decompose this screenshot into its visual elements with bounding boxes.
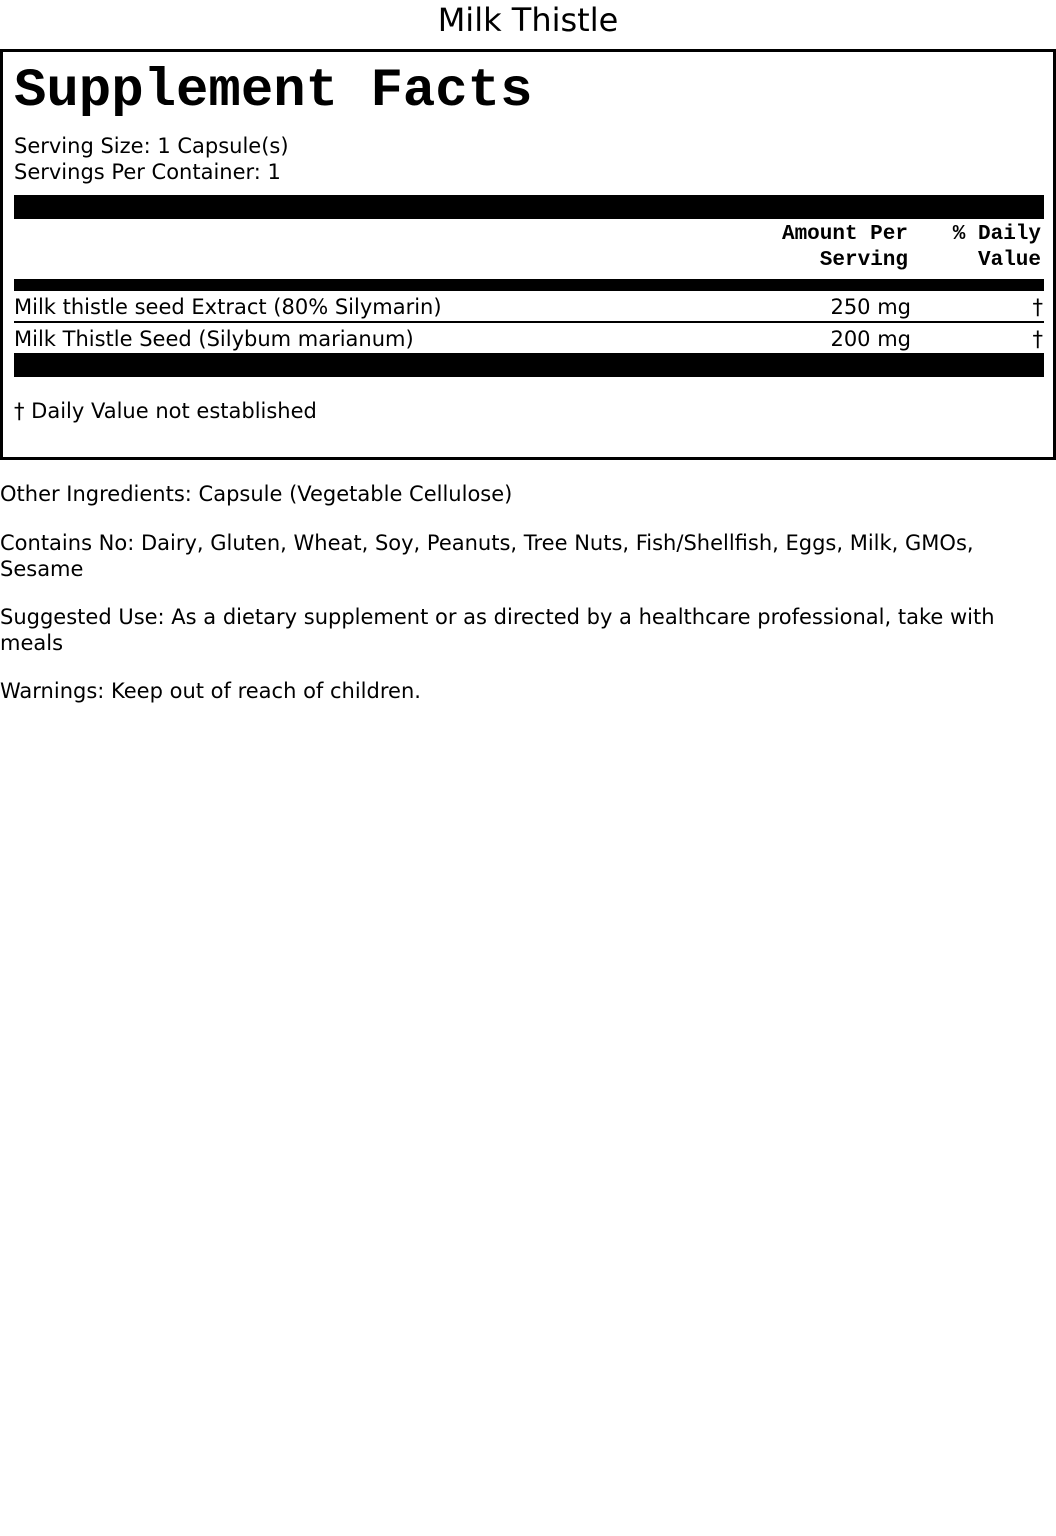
thick-divider-bottom [14,353,1044,377]
amount-header-line1: Amount Per [781,223,908,246]
product-title: Milk Thistle [437,1,619,39]
amount-per-serving-header [708,222,908,274]
daily-value-footnote: † Daily Value not established [14,399,317,423]
other-ingredients: Other Ingredients: Capsule (Vegetable Cellulose) [0,482,513,506]
allergen-statement: Contains No: Dairy, Gluten, Wheat, Soy, Peanuts, Tree Nuts, Fish/Shellfish, Eggs, Milk, GMOs, Sesame [0,531,974,581]
thick-divider-top [14,195,1044,219]
ingredient-amount: 250 mg [830,295,911,319]
divider-header [14,279,1044,291]
ingredient-row [14,292,1044,322]
ingredient-name: Milk thistle seed Extract (80% Silymarin) [14,295,442,319]
daily-header-line1: % Daily [952,223,1041,246]
ingredient-daily-value: † [1032,295,1043,319]
facts-heading: Supplement Facts [14,61,533,122]
suggested-use: Suggested Use: As a dietary supplement or as directed by a healthcare professional, take with meals [0,605,995,655]
ingredient-name: Milk Thistle Seed (Silybum marianum) [14,327,414,351]
row-divider [14,321,1044,323]
ingredient-amount: 200 mg [830,327,911,351]
ingredient-row [14,324,1044,354]
serving-size: Serving Size: 1 Capsule(s) [14,134,289,158]
daily-value-header [921,222,1041,274]
servings-per-container: Servings Per Container: 1 [14,160,281,184]
ingredient-daily-value: † [1032,327,1043,351]
supplement-facts-panel [0,49,1056,460]
amount-header-line2: Serving [819,249,908,272]
daily-header-line2: Value [977,249,1041,272]
warnings: Warnings: Keep out of reach of children. [0,679,421,703]
